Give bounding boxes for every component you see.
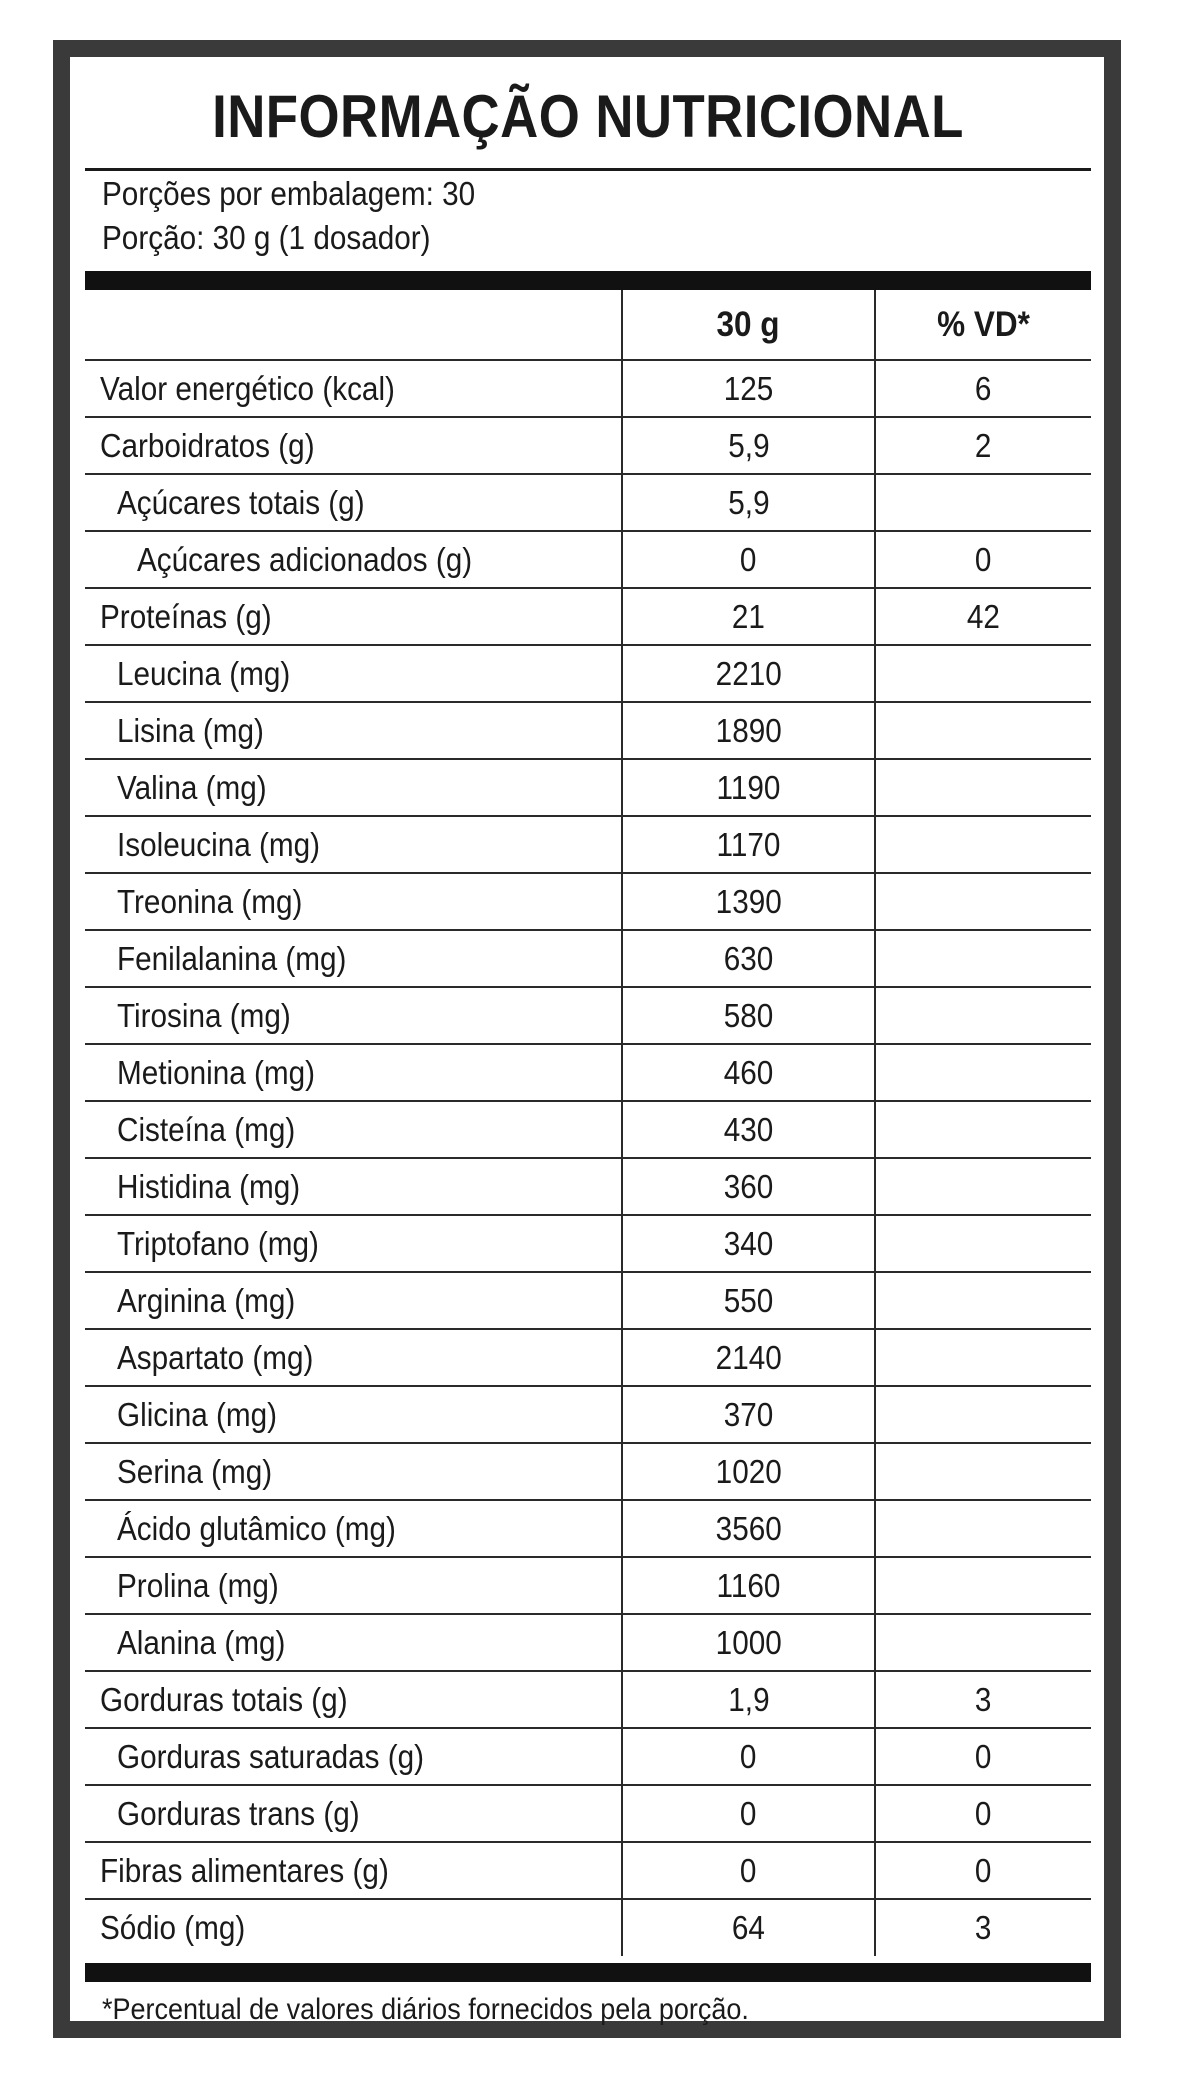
nutrient-name-cell xyxy=(85,873,622,930)
nutrient-name: Sódio (mg) xyxy=(100,1909,246,1946)
table-row xyxy=(85,1158,1091,1215)
serving-size: Porção: 30 g (1 dosador) xyxy=(102,219,431,256)
nutrient-amount-cell xyxy=(622,1500,875,1557)
nutrient-name-cell xyxy=(85,417,622,474)
table-header-row xyxy=(85,290,1091,360)
nutrient-amount: 340 xyxy=(723,1224,774,1262)
nutrient-amount: 630 xyxy=(723,939,774,977)
nutrient-name: Leucina (mg) xyxy=(117,654,291,692)
table-row xyxy=(85,1272,1091,1329)
nutrient-name: Fibras alimentares (g) xyxy=(100,1851,389,1889)
nutrient-name-cell xyxy=(85,1785,622,1842)
nutrient-dv-cell xyxy=(875,1614,1091,1671)
table-row xyxy=(85,1557,1091,1614)
nutrient-amount-cell xyxy=(622,816,875,873)
nutrient-dv: 0 xyxy=(975,1794,992,1832)
servings-per-package: Porções por embalagem: 30 xyxy=(102,175,476,212)
table-row xyxy=(85,1842,1091,1899)
nutrient-amount-cell xyxy=(622,474,875,531)
nutrient-dv: 2 xyxy=(975,426,992,464)
nutrient-name: Triptofano (mg) xyxy=(117,1224,319,1262)
nutrient-dv-cell xyxy=(875,1158,1091,1215)
table-row xyxy=(85,1671,1091,1728)
nutrient-dv: 0 xyxy=(975,1737,992,1775)
nutrient-amount: 2140 xyxy=(715,1338,782,1376)
nutrient-dv-cell xyxy=(875,1443,1091,1500)
nutrient-name-cell xyxy=(85,1557,622,1614)
table-row xyxy=(85,930,1091,987)
nutrient-amount: 0 xyxy=(740,1851,757,1889)
nutrient-dv-cell xyxy=(875,531,1091,588)
nutrient-name-cell xyxy=(85,531,622,588)
nutrient-amount: 430 xyxy=(723,1110,774,1148)
nutrient-dv-cell xyxy=(875,1842,1091,1899)
nutrient-name: Treonina (mg) xyxy=(117,882,303,920)
table-row xyxy=(85,474,1091,531)
nutrient-dv-cell xyxy=(875,702,1091,759)
nutrient-name-cell xyxy=(85,1386,622,1443)
header-amount-label: 30 g xyxy=(716,304,781,344)
nutrient-name-cell xyxy=(85,1671,622,1728)
nutrient-dv-cell xyxy=(875,1728,1091,1785)
table-row xyxy=(85,531,1091,588)
nutrient-dv-cell xyxy=(875,1044,1091,1101)
table-row xyxy=(85,1614,1091,1671)
table-row xyxy=(85,1899,1091,1956)
nutrient-name-cell xyxy=(85,645,622,702)
nutrient-dv: 0 xyxy=(975,540,992,578)
nutrient-dv-cell xyxy=(875,417,1091,474)
nutrient-name: Prolina (mg) xyxy=(117,1566,279,1604)
nutrient-dv: 3 xyxy=(975,1909,992,1946)
nutrient-name: Glicina (mg) xyxy=(117,1395,278,1433)
nutrient-name-cell xyxy=(85,1842,622,1899)
table-row xyxy=(85,417,1091,474)
header-divider-bar xyxy=(85,271,1091,290)
nutrient-dv-cell xyxy=(875,987,1091,1044)
table-row xyxy=(85,1443,1091,1500)
nutrient-name: Gorduras trans (g) xyxy=(117,1794,360,1832)
nutrient-dv-cell xyxy=(875,873,1091,930)
table-row xyxy=(85,759,1091,816)
nutrient-name-cell xyxy=(85,1614,622,1671)
header-nutrient-cell xyxy=(85,290,622,360)
nutrient-dv-cell xyxy=(875,588,1091,645)
nutrient-name: Gorduras saturadas (g) xyxy=(117,1737,425,1775)
table-row xyxy=(85,1785,1091,1842)
nutrient-name-cell xyxy=(85,1044,622,1101)
nutrient-name: Fenilalanina (mg) xyxy=(117,939,347,977)
nutrient-name: Lisina (mg) xyxy=(117,711,264,749)
nutrient-amount-cell xyxy=(622,531,875,588)
nutrient-dv-cell xyxy=(875,1899,1091,1956)
table-row xyxy=(85,1386,1091,1443)
nutrient-name-cell xyxy=(85,1500,622,1557)
nutrient-name-cell xyxy=(85,1158,622,1215)
nutrient-amount: 1000 xyxy=(715,1623,782,1661)
nutrient-amount-cell xyxy=(622,702,875,759)
nutrient-name: Proteínas (g) xyxy=(100,597,272,635)
table-row xyxy=(85,1500,1091,1557)
header-dv-label: % VD* xyxy=(937,304,1030,344)
nutrient-dv-cell xyxy=(875,930,1091,987)
nutrient-amount: 360 xyxy=(723,1167,774,1205)
nutrient-name: Histidina (mg) xyxy=(117,1167,301,1205)
nutrient-amount: 1890 xyxy=(715,711,782,749)
nutrient-dv-cell xyxy=(875,759,1091,816)
table-row xyxy=(85,1101,1091,1158)
nutrient-amount: 1190 xyxy=(716,768,781,806)
header-dv-cell xyxy=(875,290,1091,360)
nutrient-name-cell xyxy=(85,1272,622,1329)
nutrient-amount-cell xyxy=(622,1158,875,1215)
nutrient-name: Açúcares adicionados (g) xyxy=(137,540,473,578)
nutrient-amount: 1170 xyxy=(716,825,781,863)
nutrient-amount: 5,9 xyxy=(727,483,770,521)
nutrient-amount-cell xyxy=(622,360,875,417)
nutrient-dv-cell xyxy=(875,474,1091,531)
title-divider xyxy=(85,168,1091,171)
nutrient-dv: 42 xyxy=(966,597,1001,635)
nutrient-amount-cell xyxy=(622,1443,875,1500)
nutrient-amount-cell xyxy=(622,1614,875,1671)
nutrient-name: Tirosina (mg) xyxy=(117,996,291,1034)
nutrient-amount: 2210 xyxy=(715,654,782,692)
table-row xyxy=(85,360,1091,417)
nutrient-dv-cell xyxy=(875,1557,1091,1614)
nutrient-amount: 21 xyxy=(731,597,766,635)
nutrient-dv-cell xyxy=(875,1215,1091,1272)
nutrient-name: Alanina (mg) xyxy=(117,1623,286,1661)
label-title: INFORMAÇÃO NUTRICIONAL xyxy=(212,83,964,150)
nutrient-dv-cell xyxy=(875,1671,1091,1728)
nutrient-amount-cell xyxy=(622,1671,875,1728)
nutrient-dv-cell xyxy=(875,645,1091,702)
table-row xyxy=(85,816,1091,873)
nutrient-name-cell xyxy=(85,588,622,645)
nutrient-name: Valina (mg) xyxy=(117,768,267,806)
nutrient-name-cell xyxy=(85,1329,622,1386)
footer-divider-bar xyxy=(85,1963,1091,1982)
nutrient-amount-cell xyxy=(622,1044,875,1101)
nutrient-name-cell xyxy=(85,1443,622,1500)
table-row xyxy=(85,1728,1091,1785)
nutrient-dv-cell xyxy=(875,1101,1091,1158)
nutrient-dv: 0 xyxy=(975,1851,992,1889)
header-amount-cell xyxy=(622,290,875,360)
nutrient-name: Ácido glutâmico (mg) xyxy=(117,1509,396,1547)
nutrient-name-cell xyxy=(85,930,622,987)
footnote: *Percentual de valores diários fornecidos pela porção. xyxy=(102,1993,749,2026)
nutrient-amount: 1390 xyxy=(715,882,782,920)
nutrient-name-cell xyxy=(85,1728,622,1785)
nutrient-amount: 0 xyxy=(740,540,757,578)
nutrient-name-cell xyxy=(85,1899,622,1956)
nutrient-name: Açúcares totais (g) xyxy=(117,483,365,521)
nutrient-name: Serina (mg) xyxy=(117,1452,273,1490)
nutrient-dv: 3 xyxy=(975,1680,992,1718)
nutrient-name-cell xyxy=(85,1215,622,1272)
nutrient-amount: 125 xyxy=(723,369,774,407)
nutrient-amount-cell xyxy=(622,645,875,702)
table-row xyxy=(85,987,1091,1044)
nutrient-amount: 580 xyxy=(723,996,774,1034)
nutrient-name: Cisteína (mg) xyxy=(117,1110,296,1148)
nutrient-amount-cell xyxy=(622,987,875,1044)
nutrient-dv-cell xyxy=(875,1329,1091,1386)
nutrient-dv-cell xyxy=(875,1272,1091,1329)
nutrient-amount-cell xyxy=(622,1386,875,1443)
nutrient-amount: 0 xyxy=(740,1794,757,1832)
nutrient-amount-cell xyxy=(622,1728,875,1785)
nutrient-name-cell xyxy=(85,759,622,816)
nutrient-name: Valor energético (kcal) xyxy=(100,369,395,407)
nutrient-name-cell xyxy=(85,474,622,531)
nutrient-amount: 3560 xyxy=(715,1509,782,1547)
nutrient-amount: 5,9 xyxy=(727,426,770,464)
nutrient-amount-cell xyxy=(622,1329,875,1386)
nutrient-dv-cell xyxy=(875,1386,1091,1443)
nutrient-name: Carboidratos (g) xyxy=(100,426,315,464)
table-row xyxy=(85,873,1091,930)
nutrient-amount-cell xyxy=(622,1101,875,1158)
nutrient-amount: 0 xyxy=(740,1737,757,1775)
nutrient-name-cell xyxy=(85,360,622,417)
nutrient-amount: 550 xyxy=(723,1281,774,1319)
nutrient-name: Arginina (mg) xyxy=(117,1281,296,1319)
nutrient-amount-cell xyxy=(622,873,875,930)
nutrition-label-frame xyxy=(53,40,1121,2038)
nutrient-amount: 1,9 xyxy=(727,1680,770,1718)
nutrition-label xyxy=(85,57,1091,2026)
nutrient-amount-cell xyxy=(622,417,875,474)
table-row xyxy=(85,1044,1091,1101)
nutrient-name: Metionina (mg) xyxy=(117,1053,316,1091)
nutrient-amount: 64 xyxy=(731,1909,766,1946)
nutrient-amount-cell xyxy=(622,759,875,816)
table-row xyxy=(85,1215,1091,1272)
table-row xyxy=(85,645,1091,702)
nutrient-name: Aspartato (mg) xyxy=(117,1338,314,1376)
table-row xyxy=(85,1329,1091,1386)
nutrient-amount: 370 xyxy=(723,1395,774,1433)
table-row xyxy=(85,702,1091,759)
nutrient-amount-cell xyxy=(622,1557,875,1614)
nutrient-name-cell xyxy=(85,1101,622,1158)
nutrient-amount: 1020 xyxy=(715,1452,782,1490)
nutrient-dv-cell xyxy=(875,1500,1091,1557)
nutrient-rows xyxy=(85,360,1091,1956)
nutrient-dv: 6 xyxy=(975,369,992,407)
nutrient-name-cell xyxy=(85,987,622,1044)
table-row xyxy=(85,588,1091,645)
nutrient-amount-cell xyxy=(622,1215,875,1272)
nutrient-dv-cell xyxy=(875,360,1091,417)
nutrient-amount-cell xyxy=(622,1785,875,1842)
nutrient-amount-cell xyxy=(622,588,875,645)
nutrient-amount: 460 xyxy=(723,1053,774,1091)
nutrient-name: Isoleucina (mg) xyxy=(117,825,321,863)
nutrient-dv-cell xyxy=(875,816,1091,873)
nutrient-name-cell xyxy=(85,702,622,759)
nutrient-name-cell xyxy=(85,816,622,873)
nutrient-amount-cell xyxy=(622,1899,875,1956)
nutrient-amount-cell xyxy=(622,930,875,987)
nutrient-amount: 1160 xyxy=(716,1566,781,1604)
nutrient-amount-cell xyxy=(622,1842,875,1899)
nutrient-dv-cell xyxy=(875,1785,1091,1842)
nutrition-table xyxy=(85,290,1091,1956)
nutrient-name: Gorduras totais (g) xyxy=(100,1680,348,1718)
nutrient-amount-cell xyxy=(622,1272,875,1329)
